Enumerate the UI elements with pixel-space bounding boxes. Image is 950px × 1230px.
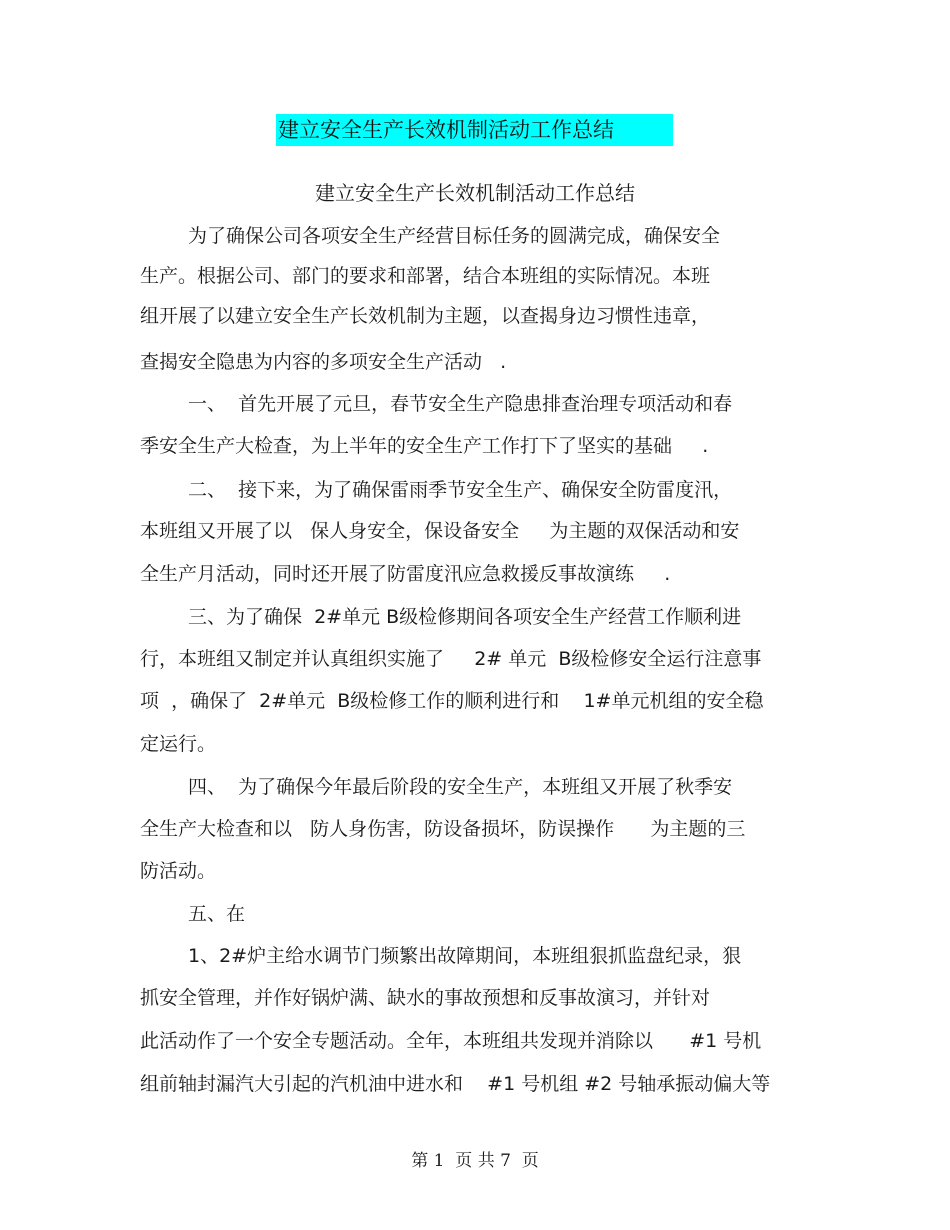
body-line: 全生产大检查和以 防人身伤害，防设备损坏，防误操作 为主题的三: [140, 818, 746, 840]
body-line: 本班组又开展了以 保人身安全，保设备安全 为主题的双保活动和安: [140, 520, 740, 542]
body-line: 一、 首先开展了元旦，春节安全生产隐患排查治理专项活动和春: [188, 393, 733, 415]
body-line: 查揭安全隐患为内容的多项安全生产活动 .: [140, 351, 507, 373]
body-line: 此活动作了一个安全专题活动。全年，本班组共发现并消除以 #1 号机: [140, 1030, 762, 1052]
body-line: 项 ，确保了 2#单元 B级检修工作的顺利进行和 1#单元机组的安全稳: [140, 690, 764, 712]
body-line: 行，本班组又制定并认真组织实施了 2# 单元 B级检修安全运行注意事: [140, 648, 762, 670]
body-line: 为了确保公司各项安全生产经营目标任务的圆满完成，确保安全: [188, 225, 721, 247]
document-header-title: 建立安全生产长效机制活动工作总结: [276, 114, 673, 146]
body-line: 组前轴封漏汽大引起的汽机油中进水和 #1 号机组 #2 号轴承振动偏大等: [140, 1073, 771, 1095]
body-line: 二、 接下来，为了确保雷雨季节安全生产、确保安全防雷度汛，: [188, 479, 733, 501]
body-line: 定运行。: [140, 733, 217, 755]
body-line: 1、2#炉主给水调节门频繁出故障期间，本班组狠抓监盘纪录，狠: [188, 945, 742, 967]
body-line: 三、为了确保 2#单元 B级检修期间各项安全生产经营工作顺利进: [188, 606, 742, 628]
body-line: 五、在: [188, 903, 246, 925]
body-line: 抓安全管理，并作好锅炉满、缺水的事故预想和反事故演习，并针对: [140, 987, 711, 1009]
body-line: 季安全生产大检查，为上半年的安全生产工作打下了坚实的基础 .: [140, 435, 709, 457]
body-line: 组开展了以建立安全生产长效机制为主题，以查揭身边习惯性违章，: [140, 305, 711, 327]
body-line: 全生产月活动，同时还开展了防雷度汛应急救援反事故演练 .: [140, 563, 671, 585]
page-footer: 第 1 页 共 7 页: [411, 1151, 539, 1171]
body-line: 四、 为了确保今年最后阶段的安全生产，本班组又开展了秋季安: [188, 776, 733, 798]
body-line: 防活动。: [140, 860, 217, 882]
document-subtitle: 建立安全生产长效机制活动工作总结: [315, 181, 635, 205]
body-line: 生产。根据公司、部门的要求和部署，结合本班组的实际情况。本班: [140, 265, 711, 287]
